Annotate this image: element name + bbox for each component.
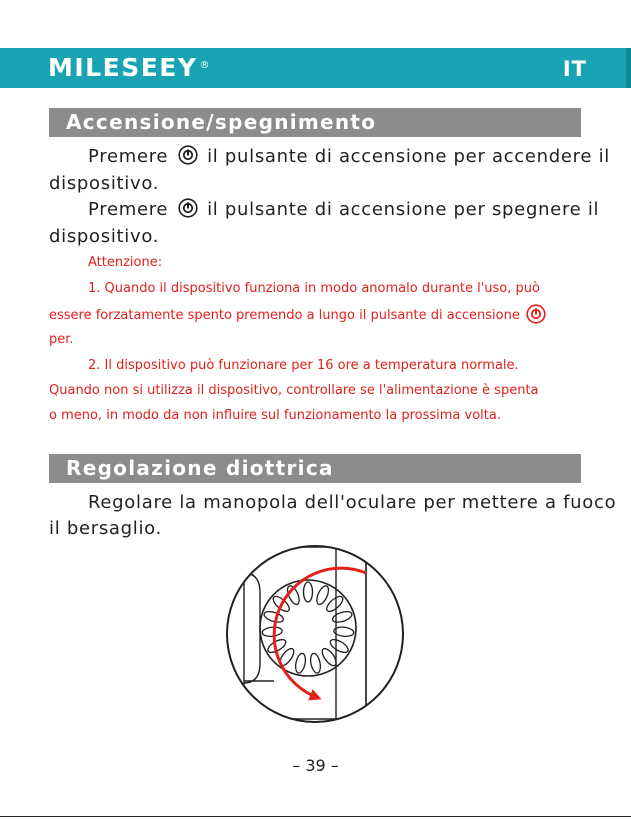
power-off-line-2: dispositivo. <box>49 226 160 247</box>
language-code: IT <box>562 57 587 81</box>
attention-label: Attenzione: <box>88 255 163 270</box>
brand-logo <box>48 54 211 82</box>
diopter-line-2: il bersaglio. <box>49 518 162 539</box>
note2-line-c: o meno, in modo da non influire sul funzionamento la prossima volta. <box>49 408 501 423</box>
power-off-line <box>88 197 599 223</box>
power-button-icon <box>178 145 198 165</box>
power-on-line-2: dispositivo. <box>49 173 160 194</box>
diopter-line-1: Regolare la manopola dell'oculare per mettere a fuoco <box>88 492 617 513</box>
section-title-power: Accensione/spegnimento <box>66 110 377 134</box>
power-off-text-a: Premere <box>88 199 169 220</box>
note1-text-b: essere forzatamente spento premendo a lungo il pulsante di accensione <box>49 308 520 323</box>
note1-line-c: per. <box>49 332 74 347</box>
note2-line-a: 2. Il dispositivo può funzionare per 16 ore a temperatura normale. <box>88 358 519 373</box>
note1-line-b <box>49 304 548 326</box>
header-bar-edge <box>626 48 631 88</box>
note1-line-a: 1. Quando il dispositivo funziona in modo anomalo durante l'uso, può <box>88 281 540 296</box>
brand-name: MILESEEY <box>48 53 198 82</box>
power-button-icon <box>526 304 546 324</box>
power-off-text-b: il pulsante di accensione per spegnere il <box>207 199 600 220</box>
power-on-text-b: il pulsante di accensione per accendere il <box>207 146 610 167</box>
power-on-text-a: Premere <box>88 146 169 167</box>
section-title-diopter: Regolazione diottrica <box>66 456 334 480</box>
registered-mark: ® <box>199 60 211 71</box>
power-button-icon <box>178 198 198 218</box>
page-number: – 39 – <box>292 756 339 775</box>
power-on-line <box>88 144 610 170</box>
eyepiece-diopter-knob-illustration <box>224 543 406 725</box>
bottom-rule <box>0 816 631 817</box>
note2-line-b: Quando non si utilizza il dispositivo, controllare se l'alimentazione è spenta <box>49 383 539 398</box>
